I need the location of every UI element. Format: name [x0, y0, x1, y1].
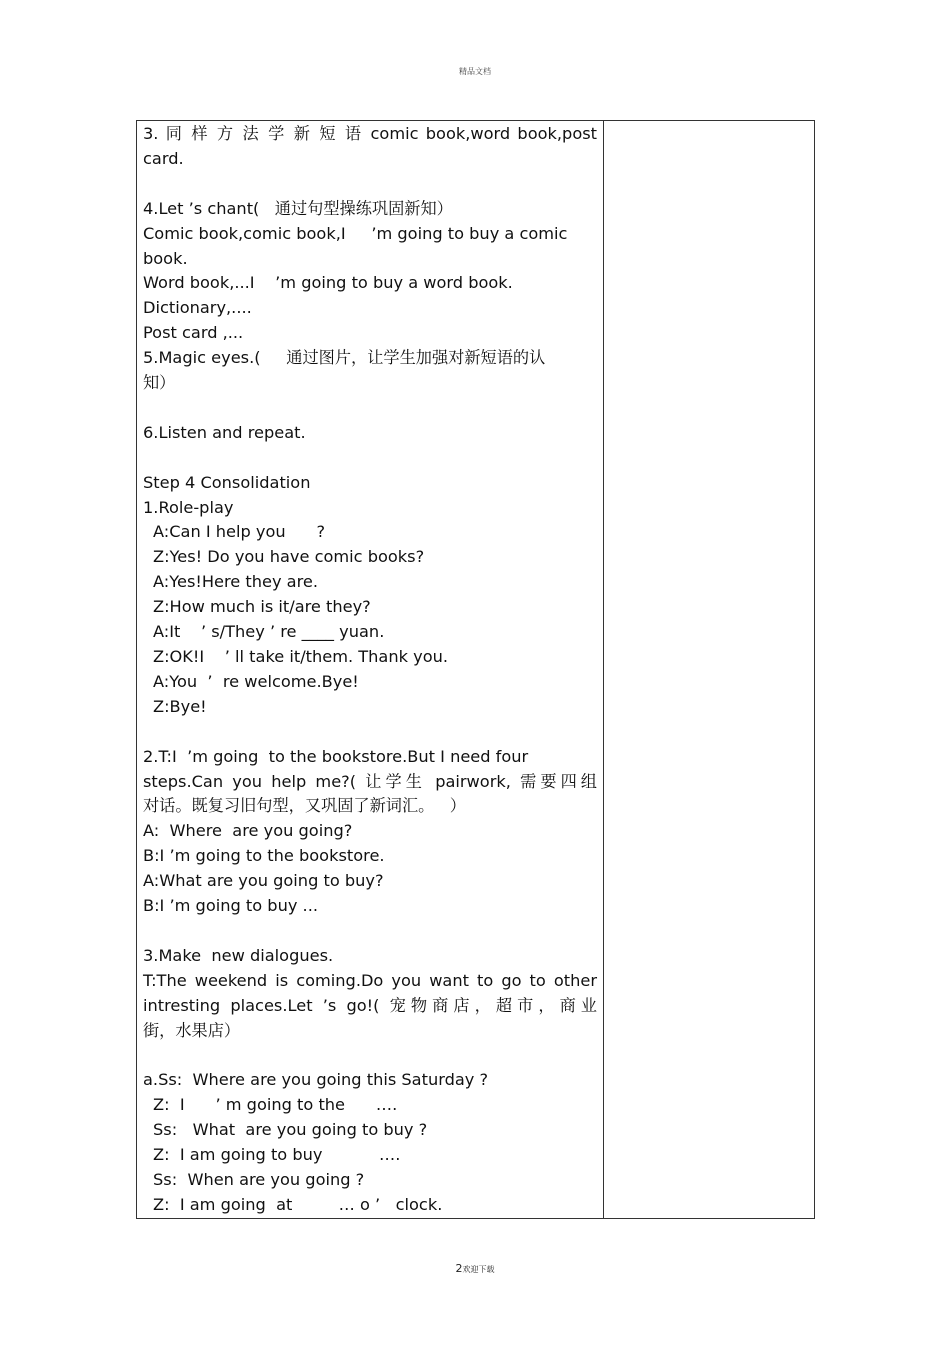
text-line: B:I ’m going to buy ... — [143, 896, 318, 916]
text-line: 对话。既复习旧句型，又巩固了新词汇。 ） — [143, 796, 466, 816]
text-line: Z:Bye! — [153, 696, 207, 716]
text-line: 3. 同 样 方 法 学 新 短 语 comic book,word book,post — [143, 124, 597, 143]
footer-note: 欢迎下载 — [462, 1265, 495, 1274]
text-line: 4.Let ’s chant( 通过句型操练巩固新知） — [143, 198, 453, 218]
text-line: Dictionary,.... — [143, 298, 252, 318]
text-line: Step 4 Consolidation — [143, 472, 311, 492]
page-number: 2 — [455, 1262, 463, 1275]
blank-line — [143, 1043, 597, 1068]
text-line: intresting places.Let ’s go!( 宠物商店，超市，商业 — [143, 995, 597, 1015]
text-line: Ss: What are you going to buy ? — [153, 1120, 428, 1140]
text-line: 街，水果店） — [143, 1020, 241, 1040]
text-line: B:I ’m going to the bookstore. — [143, 846, 385, 866]
text-line: A:It ’ s/They ’ re ____ yuan. — [153, 622, 385, 642]
text-line: 6.Listen and repeat. — [143, 422, 306, 442]
notes-cell — [604, 121, 815, 1219]
blank-line — [143, 446, 597, 471]
blank-line — [143, 172, 597, 197]
text-line: Z:OK!I ’ ll take it/them. Thank you. — [153, 646, 449, 666]
page-header: 精品文档 — [459, 67, 491, 76]
text-line: Z: I ’ m going to the …. — [153, 1095, 398, 1115]
text-line: 3.Make new dialogues. — [143, 945, 334, 965]
text-line: A: Where are you going? — [143, 821, 353, 841]
text-line: Word book,...I ’m going to buy a word book. — [143, 273, 513, 293]
text-line: A:You ’ re welcome.Bye! — [153, 671, 359, 691]
text-line: Z:Yes! Do you have comic books? — [153, 547, 425, 567]
blank-line — [143, 919, 597, 944]
text-line: steps.Can you help me?( 让学生 pairwork, 需要四组 — [143, 771, 597, 791]
procedure-cell — [137, 121, 604, 1219]
text-line: card. — [143, 148, 184, 168]
text-line: 知） — [143, 373, 176, 393]
text-line: A:What are you going to buy? — [143, 871, 384, 891]
text-line: Z: I am going to buy …. — [153, 1145, 401, 1165]
text-line: book. — [143, 248, 188, 268]
text-line: 2.T:I ’m going to the bookstore.But I need four — [143, 746, 529, 766]
table-row — [137, 121, 815, 1219]
text-line: A:Yes!Here they are. — [153, 572, 319, 592]
text-line: A:Can I help you ? — [153, 522, 326, 542]
text-line: Ss: When are you going ? — [153, 1169, 365, 1189]
lesson-plan-table — [136, 120, 815, 1219]
text-line: Z:How much is it/are they? — [153, 597, 371, 617]
page-footer — [0, 1262, 950, 1275]
text-line: a.Ss: Where are you going this Saturday ? — [143, 1070, 489, 1090]
procedure-content — [137, 121, 603, 1218]
text-line: T:The weekend is coming.Do you want to go to other — [143, 970, 597, 990]
text-line: 1.Role-play — [143, 497, 234, 517]
text-line: Post card ,... — [143, 323, 244, 343]
text-line: Z: I am going at … o ’ clock. — [153, 1194, 443, 1214]
text-line: Comic book,comic book,I ’m going to buy a comic — [143, 223, 568, 243]
blank-line — [143, 396, 597, 421]
blank-line — [143, 720, 597, 745]
text-line: 5.Magic eyes.( 通过图片，让学生加强对新短语的认 — [143, 348, 546, 368]
